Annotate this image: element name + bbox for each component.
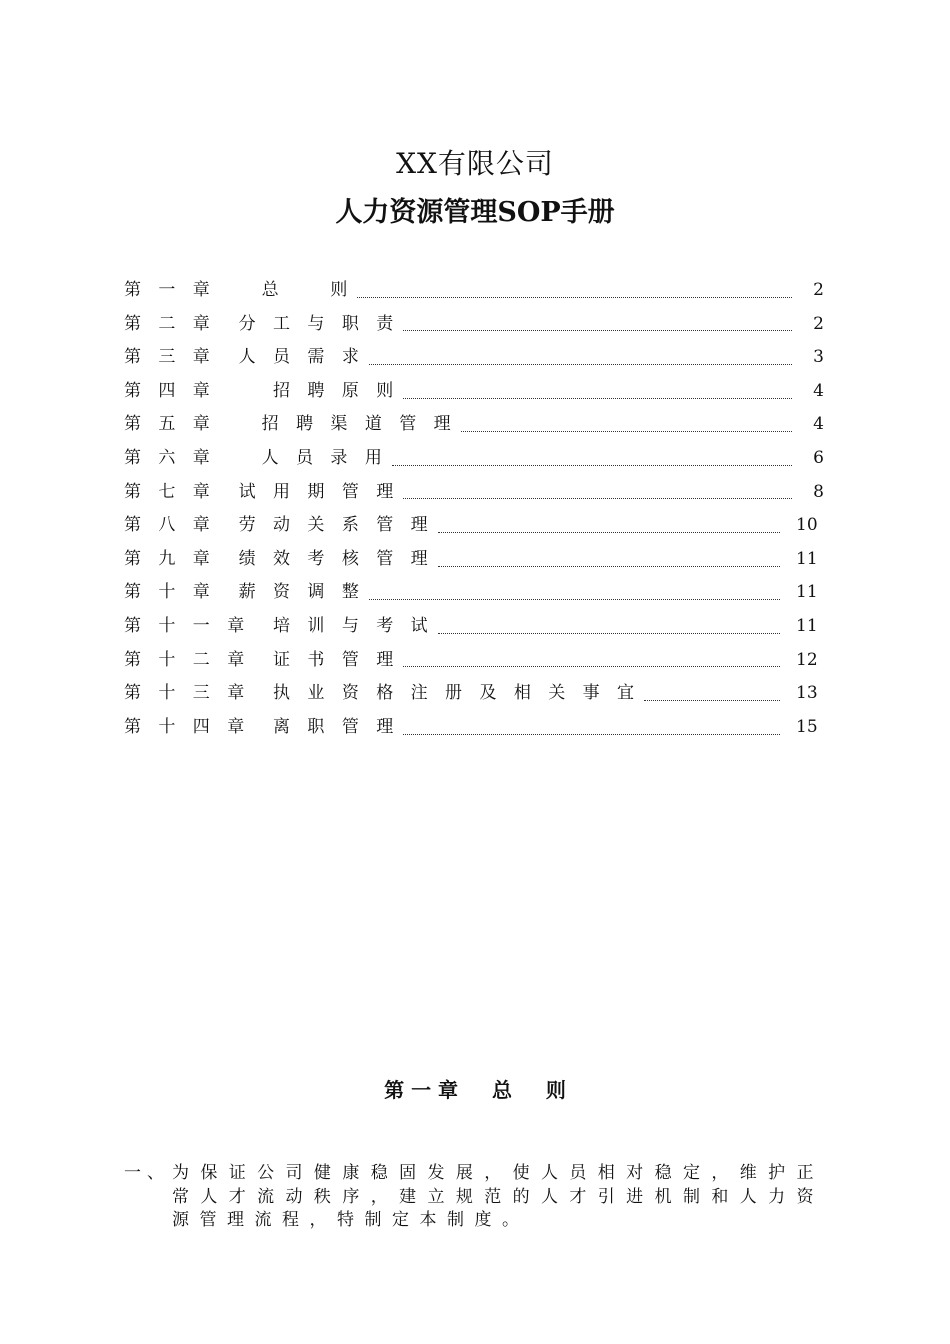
toc-leader (438, 531, 780, 533)
toc-page-number: 6 (813, 447, 824, 468)
paragraph (124, 1162, 824, 1233)
toc-label: 第 二 章 分 工 与 职 责 (124, 313, 400, 334)
toc-label: 第 十 三 章 执 业 资 格 注 册 及 相 关 事 宜 (124, 683, 641, 704)
toc-entry[interactable] (124, 509, 824, 543)
toc-entry[interactable] (124, 677, 824, 711)
toc-page-number: 3 (813, 347, 824, 368)
toc-entry[interactable] (124, 375, 824, 409)
toc-label: 第 十 一 章 培 训 与 考 试 (124, 615, 434, 636)
toc-page-number: 11 (796, 548, 818, 569)
manual-title: 人力资源管理SOP手册 (335, 197, 615, 228)
toc-entry[interactable] (124, 476, 824, 510)
toc-leader (644, 699, 780, 701)
toc-leader (461, 430, 792, 432)
toc-page-number: 2 (813, 280, 824, 300)
toc-leader (369, 598, 780, 600)
table-of-contents (124, 274, 824, 744)
toc-entry[interactable] (124, 711, 824, 745)
company-name: XX有限公司 (396, 147, 554, 180)
toc-page-number: 11 (796, 582, 818, 603)
toc-page-number: 8 (813, 481, 824, 502)
paragraph-number: 一、 (124, 1163, 170, 1183)
toc-entry[interactable] (124, 576, 824, 610)
toc-label: 第 十 章 薪 资 调 整 (124, 582, 365, 603)
toc-leader (369, 363, 792, 365)
toc-entry[interactable] (124, 341, 824, 375)
toc-label: 第 十 四 章 离 职 管 理 (124, 716, 400, 737)
toc-entry[interactable] (124, 610, 824, 644)
toc-page-number: 2 (813, 313, 824, 334)
toc-entry[interactable] (124, 644, 824, 678)
toc-label: 第 九 章 绩 效 考 核 管 理 (124, 548, 434, 569)
toc-label: 第 七 章 试 用 期 管 理 (124, 481, 400, 502)
toc-leader (438, 632, 780, 634)
toc-leader (357, 296, 792, 298)
toc-leader (403, 733, 780, 735)
chapter-heading: 第 一 章 总 则 (384, 1078, 566, 1102)
toc-label: 第 八 章 劳 动 关 系 管 理 (124, 515, 434, 536)
toc-entry[interactable] (124, 543, 824, 577)
toc-page-number: 15 (796, 716, 818, 737)
toc-label: 第 十 二 章 证 书 管 理 (124, 649, 400, 670)
toc-leader (403, 397, 792, 399)
toc-leader (438, 565, 780, 567)
toc-page-number: 4 (813, 380, 824, 401)
toc-page-number: 11 (796, 615, 818, 636)
toc-label: 第 三 章 人 员 需 求 (124, 347, 365, 368)
toc-page-number: 4 (813, 414, 824, 435)
toc-page-number: 12 (796, 649, 818, 670)
toc-label: 第 五 章 招 聘 渠 道 管 理 (124, 414, 457, 435)
toc-page-number: 13 (796, 683, 818, 704)
toc-leader (392, 464, 792, 466)
toc-leader (403, 665, 780, 667)
toc-entry[interactable] (124, 274, 824, 308)
toc-label: 第 六 章 人 员 录 用 (124, 447, 388, 468)
toc-leader (403, 329, 792, 331)
toc-leader (403, 497, 792, 499)
toc-label: 第 一 章 总 则 (124, 280, 354, 300)
toc-entry[interactable] (124, 408, 824, 442)
paragraph-text: 为保证公司健康稳固发展，使人员相对稳定，维护正常人才流动秩序，建立规范的人才引进机制和人力资源管理流程，特制定本制度。 (172, 1163, 824, 1230)
toc-entry[interactable] (124, 442, 824, 476)
toc-label: 第 四 章 招 聘 原 则 (124, 380, 400, 401)
toc-page-number: 10 (796, 515, 818, 536)
toc-entry[interactable] (124, 308, 824, 342)
